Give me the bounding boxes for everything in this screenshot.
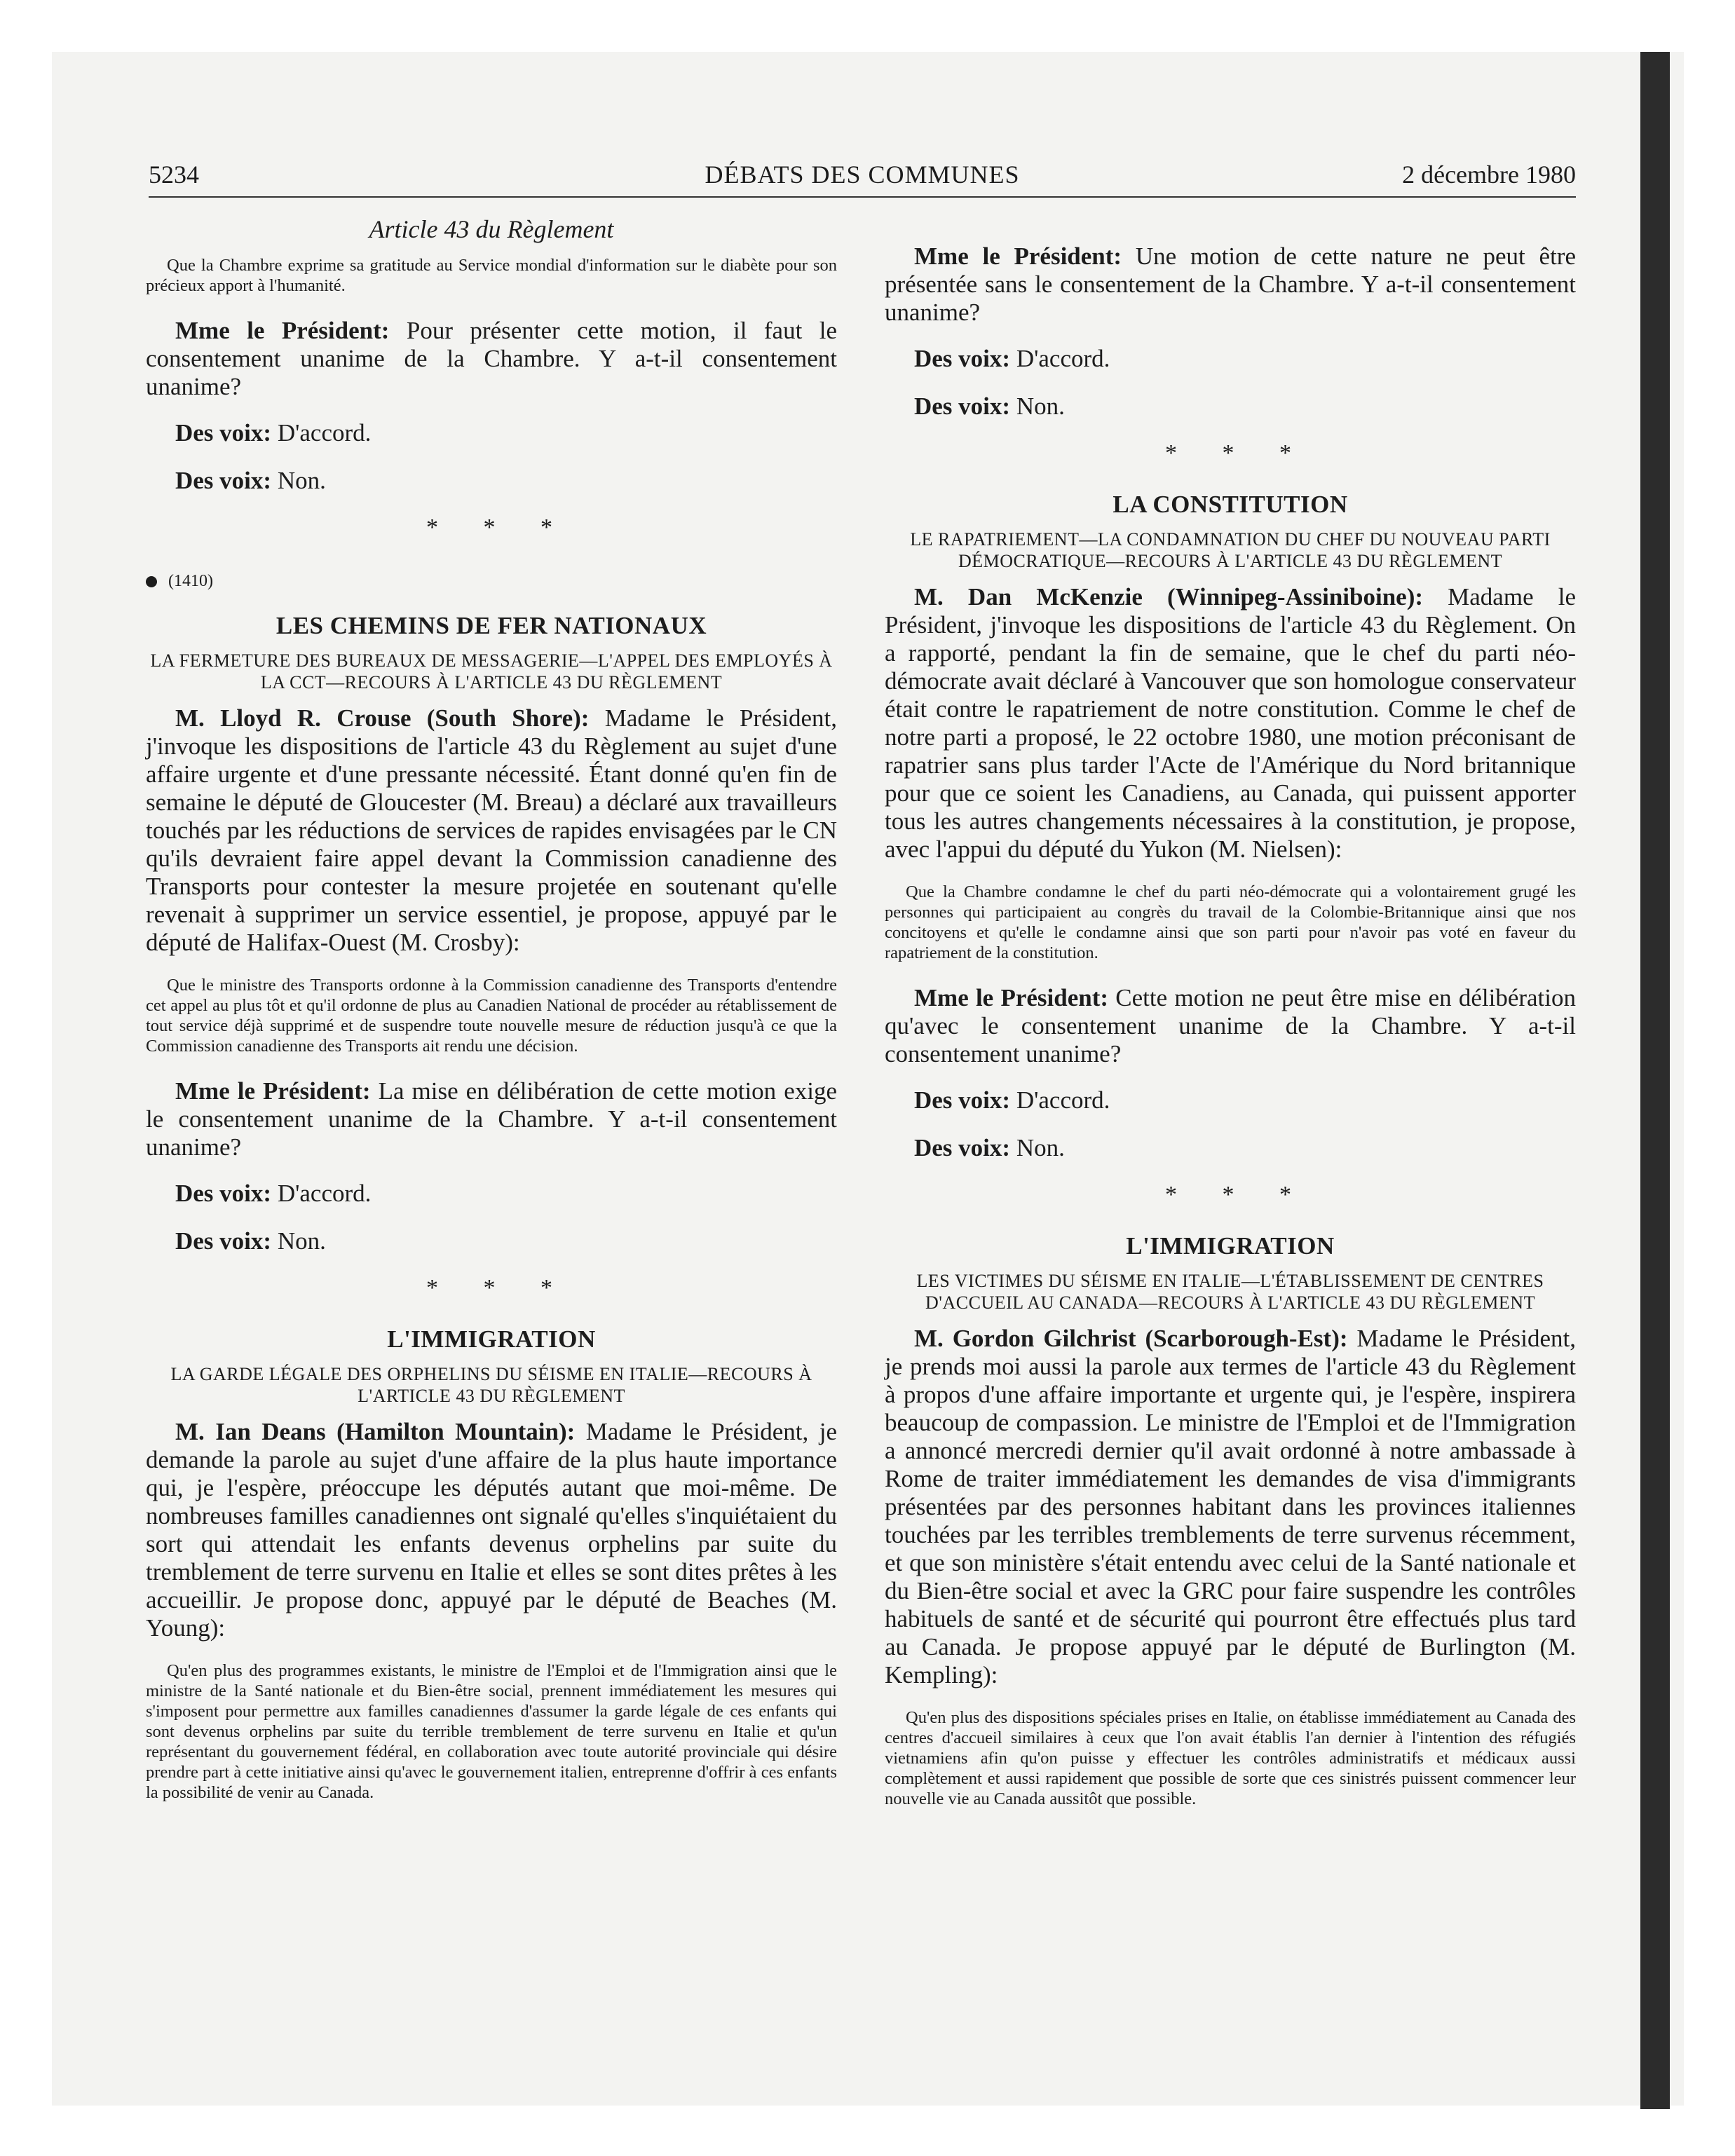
reply <box>146 419 837 447</box>
speech <box>885 1325 1576 1689</box>
page-number: 5234 <box>149 161 199 189</box>
page-date: 2 décembre 1980 <box>1402 161 1576 189</box>
speaker-name: M. Gordon Gilchrist (Scarborough-Est): <box>914 1325 1348 1352</box>
section-heading: L'IMMIGRATION <box>1126 1232 1335 1260</box>
speaker-name: Des voix: <box>914 1086 1011 1114</box>
speech-text: Madame le Président, je demande la parole au sujet d'une affaire de la plus haute importance qui, je l'espère, préoccupe les députés autant que moi-même. De nombreuses familles canadiennes ont signalé qu'elles s'inquiétaient du sort qui attendait les enfants devenus orphelins par suite du tremblement de terre survenu en Italie et elles se sont dites prêtes à les accueillir. Je propose donc, appuyé par le député de Beaches (M. Young): <box>146 1418 837 1642</box>
reply-text: Non. <box>1010 1134 1065 1161</box>
bullet-dot-icon <box>146 576 157 587</box>
section-separator: * * * <box>426 1275 572 1301</box>
speaker-name: Des voix: <box>914 1134 1011 1161</box>
section-subheading: LA FERMETURE DES BUREAUX DE MESSAGERIE—L'APPEL DES EMPLOYÉS À LA CCT—RECOURS À L'ARTICLE 43 DU RÈGLEMENT <box>150 650 833 692</box>
speaker-name: M. Ian Deans (Hamilton Mountain): <box>175 1418 576 1445</box>
reply <box>146 1180 837 1208</box>
reply-text: Non. <box>271 467 326 494</box>
motion-text: Qu'en plus des programmes existants, le ministre de l'Emploi et de l'Immigration ainsi que le ministre de la Santé nationale et du Bien-être social, prennent immédiatement les mesures qui s'imposent pour permettre aux familles canadiennes d'assumer la garde légale de ces enfants qui sont devenus orphelins par suite du terrible tremblement de terre survenu en Italie et qu'un représentant du gouvernement fédéral, en collaboration avec toute autorité provinciale qui désire prendre part à cette initiative ainsi qu'avec le gouvernement italien, entreprenne d'offrir à ces enfants la possibilité de venir au Canada. <box>146 1661 837 1802</box>
speech <box>146 1418 837 1642</box>
reply <box>885 1086 1576 1114</box>
reply <box>885 345 1576 373</box>
speaker-name: Des voix: <box>175 419 272 446</box>
section-separator: * * * <box>1165 1182 1311 1208</box>
speaker-name: M. Dan McKenzie (Winnipeg-Assiniboine): <box>914 583 1424 610</box>
reply-text: Non. <box>271 1227 326 1255</box>
motion-text: Que la Chambre condamne le chef du parti néo-démocrate qui a volontairement grugé les personnes qui participaient au congrès du travail de la Colombie-Britannique ainsi que nos concitoyens et qu'elle le condamne ainsi que son parti pour n'avoir pas voté en faveur du rapatriement de la constitution. <box>885 882 1576 962</box>
speaker-name: Mme le Président: <box>914 984 1109 1011</box>
motion-text: Qu'en plus des dispositions spéciales prises en Italie, on établisse immédiatement au Canada des centres d'accueil similaires à ceux que l'on avait établis l'an dernier à l'intention des réfugiés vietnamiens afin qu'on puisse y effectuer les contrôles administratifs et médicaux aussi complètement et aussi rapidement que possible de sorte que ces sinistrés puissent commencer leur nouvelle vie au Canada aussitôt que possible. <box>885 1708 1576 1808</box>
section-subheading: LES VICTIMES DU SÉISME EN ITALIE—L'ÉTABLISSEMENT DE CENTRES D'ACCUEIL AU CANADA—RECOURS À L'ARTICLE 43 DU RÈGLEMENT <box>916 1271 1544 1313</box>
reply-text: D'accord. <box>1010 345 1110 372</box>
speaker-name: Mme le Président: <box>175 317 390 344</box>
speech <box>885 243 1576 327</box>
reply-text: D'accord. <box>271 419 372 446</box>
speech-text: Cette motion ne peut être mise en délibération qu'avec le consentement unanime de la Chambre. Y a-t-il consentement unanime? <box>885 984 1576 1067</box>
reply <box>146 467 837 495</box>
reply <box>146 1227 837 1255</box>
page-header <box>149 160 1576 198</box>
speaker-name: Mme le Président: <box>914 243 1122 270</box>
speaker-name: Des voix: <box>914 345 1011 372</box>
speech-text: Une motion de cette nature ne peut être présentée sans le consentement de la Chambre. Y a-t-il consentement unanime? <box>885 243 1576 326</box>
binding-edge <box>1640 52 1670 2109</box>
speaker-name: Des voix: <box>175 467 272 494</box>
speech <box>885 984 1576 1068</box>
section-separator: * * * <box>426 514 572 540</box>
left-column <box>146 207 837 1824</box>
reply-text: D'accord. <box>1010 1086 1110 1114</box>
speaker-name: Mme le Président: <box>175 1077 371 1105</box>
speaker-name: Des voix: <box>175 1227 272 1255</box>
speech <box>146 317 837 401</box>
speech <box>146 1077 837 1161</box>
right-column <box>885 243 1576 1830</box>
time-marker <box>146 572 837 591</box>
section-subheading: LA GARDE LÉGALE DES ORPHELINS DU SÉISME EN ITALIE—RECOURS À L'ARTICLE 43 DU RÈGLEMENT <box>170 1364 812 1406</box>
speech-text: Madame le Président, j'invoque les dispositions de l'article 43 du Règlement. On a rapporté, pendant la fin de semaine, que le chef du parti néo-démocrate avait déclaré à Vancouver que son homologue conservateur était contre le rapatriement de notre constitution. Comme le chef de notre parti a proposé, le 22 octobre 1980, une motion préconisant de rapatrier sans plus tarder l'Acte de l'Amérique du Nord britannique pour que ce soient les Canadiens, au Canada, qui puissent apporter tous les autres changements nécessaires à la constitution, je propose, avec l'appui du député du Yukon (M. Nielsen): <box>885 583 1576 863</box>
speech-text: Pour présenter cette motion, il faut le consentement unanime de la Chambre. Y a-t-il consentement unanime? <box>146 317 837 400</box>
publication-title: DÉBATS DES COMMUNES <box>705 161 1020 189</box>
section-heading: LES CHEMINS DE FER NATIONAUX <box>275 612 707 639</box>
speech-text: Madame le Président, j'invoque les dispositions de l'article 43 du Règlement au sujet d'une affaire urgente et d'une pressante nécessité. Étant donné qu'en fin de semaine le député de Gloucester (M. Breau) a déclaré aux travailleurs touchés par les réductions de services de rapides envisagées par le CN qu'ils devraient faire appel devant la Commission canadienne des Transports pour contester la mesure projetée en soutenant qu'elle revenait à supprimer un service essentiel, je propose, appuyé par le député de Halifax-Ouest (M. Crosby): <box>146 704 837 956</box>
reply <box>885 1134 1576 1162</box>
speaker-name: M. Lloyd R. Crouse (South Shore): <box>175 704 590 732</box>
section-subheading: LE RAPATRIEMENT—LA CONDAMNATION DU CHEF DU NOUVEAU PARTI DÉMOCRATIQUE—RECOURS À L'ARTICLE 43 DU RÈGLEMENT <box>910 529 1551 571</box>
motion-text: Que la Chambre exprime sa gratitude au Service mondial d'information sur le diabète pour son précieux apport à l'humanité. <box>146 256 837 295</box>
reply <box>885 393 1576 421</box>
rule-title: Article 43 du Règlement <box>369 215 614 243</box>
motion-text: Que le ministre des Transports ordonne à la Commission canadienne des Transports d'entendre cet appel au plus tôt et qu'il ordonne de plus au Canadien National de procéder au rétablissement de tout service déjà supprimé et de suspendre toute nouvelle mesure de réduction jusqu'à ce que la Commission canadienne des Transports ait rendu une décision. <box>146 976 837 1056</box>
speaker-name: Des voix: <box>914 393 1011 420</box>
speech-text: La mise en délibération de cette motion exige le consentement unanime de la Chambre. Y a-t-il consentement unanime? <box>146 1077 837 1161</box>
speech <box>885 583 1576 864</box>
section-separator: * * * <box>1165 440 1311 466</box>
speaker-name: Des voix: <box>175 1180 272 1207</box>
section-heading: LA CONSTITUTION <box>1113 491 1348 518</box>
speech-text: Madame le Président, je prends moi aussi la parole aux termes de l'article 43 du Règlement à propos d'une affaire importante et urgente qui, je l'espère, inspirera beaucoup de compassion. Le ministre de l'Emploi et de l'Immigration a annoncé mercredi dernier qu'il avait ordonné à notre ambassade à Rome de traiter immédiatement les demandes de visa d'immigrants présentées par des personnes habitant dans les provinces italiennes touchées par les terribles tremblements de terre survenus récemment, et que son ministère s'était entendu avec celui de la Santé nationale et du Bien-être social et avec la GRC pour faire suspendre les contrôles habituels de santé et de sécurité qui pourront être effectués plus tard au Canada. Je propose appuyé par le député de Burlington (M. Kempling): <box>885 1325 1576 1688</box>
speech <box>146 704 837 957</box>
reply-text: D'accord. <box>271 1180 372 1207</box>
section-heading: L'IMMIGRATION <box>387 1325 596 1353</box>
time-marker-text: (1410) <box>168 572 213 590</box>
reply-text: Non. <box>1010 393 1065 420</box>
